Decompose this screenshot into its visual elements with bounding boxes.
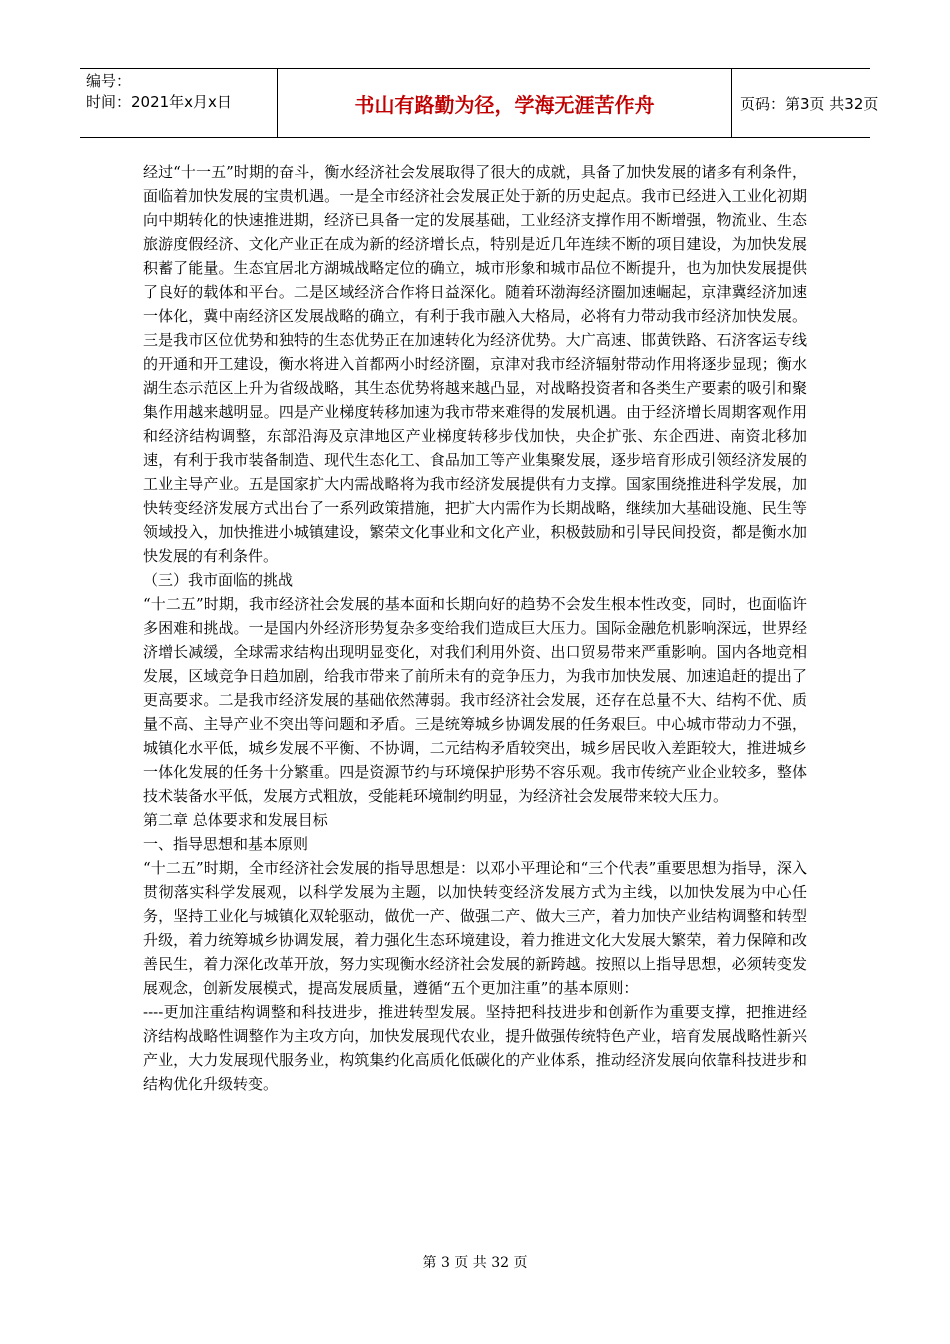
paragraph-opportunities: 经过“十一五”时期的奋斗，衡水经济社会发展取得了很大的成就，具备了加快发展的诸多有利条件，面临着加快发展的宝贵机遇。一是全市经济社会发展正处于新的历史起点。我市已经进入工业化初期向中期转化的快速推进期，经济已具备一定的发展基础，工业经济支撑作用不断增强，物流业、生态旅游度假经济、文化产业正在成为新的经济增长点，特别是近几年连续不断的项目建设，为加快发展积蓄了能量。生态宜居北方湖城战略定位的确立，城市形象和城市品位不断提升，也为加快发展提供了良好的载体和平台。二是区域经济合作将日益深化。随着环渤海经济圈加速崛起，京津冀经济加速一体化，冀中南经济区发展战略的确立，有利于我市融入大格局，必将有力带动我市经济加快发展。三是我市区位优势和独特的生态优势正在加速转化为经济优势。大广高速、邯黄铁路、石济客运专线的开通和开工建设，衡水将进入首都两小时经济圈，京津对我市经济辐射带动作用将逐步显现；衡水湖生态示范区上升为省级战略，其生态优势将越来越凸显，对战略投资者和各类生产要素的吸引和聚集作用越来越明显。四是产业梯度转移加速为我市带来难得的发展机遇。由于经济增长周期客观作用和经济结构调整，东部沿海及京津地区产业梯度转移步伐加快，央企扩张、东企西进、南资北移加速，有利于我市装备制造、现代生态化工、食品加工等产业集聚发展，逐步培育形成引领经济发展的工业主导产业。五是国家扩大内需战略将为我市经济发展提供有力支撑。国家围绕推进科学发展，加快转变经济发展方式出台了一系列政策措施，把扩大内需作为长期战略，继续加大基础设施、民生等领域投入，加快推进小城镇建设，繁荣文化事业和文化产业，积极鼓励和引导民间投资，都是衡水加快发展的有利条件。 <box>143 163 807 565</box>
page-footer: 第 3 页 共 32 页 <box>422 1255 528 1271</box>
chapter-heading: 第二章 总体要求和发展目标 <box>143 811 328 829</box>
number-label: 编号： <box>86 72 132 90</box>
paragraph-guiding: “十二五”时期，全市经济社会发展的指导思想是：以邓小平理论和“三个代表”重要思想为指导，深入贯彻落实科学发展观，以科学发展为主题，以加快转变经济发展方式为主线，以加快发展为中心任务，坚持工业化与城镇化双轮驱动，做优一产、做强二产、做大三产，着力加快产业结构调整和转型升级，着力统筹城乡协调发展，着力强化生态环境建设，着力推进文化大发展大繁荣，着力保障和改善民生，着力深化改革开放，努力实现衡水经济社会发展的新跨越。按照以上指导思想，必须转变发展观念，创新发展模式，提高发展质量，遵循“五个更加注重”的基本原则： <box>143 859 807 997</box>
date-label: 时间：2021年x月x日 <box>86 93 232 111</box>
paragraph-principle-1: ----更加注重结构调整和科技进步，推进转型发展。坚持把科技进步和创新作为重要支撑，把推进经济结构战略性调整作为主攻方向，加快发展现代农业，提升做强传统特色产业，培育发展战略性新兴产业，大力发展现代服务业，构筑集约化高质化低碳化的产业体系，推动经济发展向依靠科技进步和结构优化升级转变。 <box>143 1003 807 1093</box>
page-header <box>80 68 879 138</box>
header-meta <box>80 69 278 137</box>
document-body <box>143 160 807 1096</box>
paragraph-challenges: “十二五”时期，我市经济社会发展的基本面和长期向好的趋势不会发生根本性改变，同时，也面临许多困难和挑战。一是国内外经济形势复杂多变给我们造成巨大压力。国际金融危机影响深远，世界经济增长减缓，全球需求结构出现明显变化，对我们利用外资、出口贸易带来严重影响。国内各地竞相发展，区域竞争日趋加剧，给我市带来了前所未有的竞争压力，为我市加快发展、加速追赶的提出了更高要求。二是我市经济发展的基础依然薄弱。我市经济社会发展，还存在总量不大、结构不优、质量不高、主导产业不突出等问题和矛盾。三是统筹城乡协调发展的任务艰巨。中心城市带动力不强，城镇化水平低，城乡发展不平衡、不协调，二元结构矛盾较突出，城乡居民收入差距较大，推进城乡一体化发展的任务十分繁重。四是资源节约与环境保护形势不容乐观。我市传统产业企业较多，整体技术装备水平低，发展方式粗放，受能耗环境制约明显，为经济社会发展带来较大压力。 <box>143 595 807 805</box>
header-page-label: 页码：第3页 共32页 <box>740 94 879 113</box>
section-heading-guiding: 一、指导思想和基本原则 <box>143 835 309 853</box>
section-heading-challenges: （三）我市面临的挑战 <box>143 571 294 589</box>
header-motto: 书山有路勤为径，学海无涯苦作舟 <box>278 69 732 137</box>
